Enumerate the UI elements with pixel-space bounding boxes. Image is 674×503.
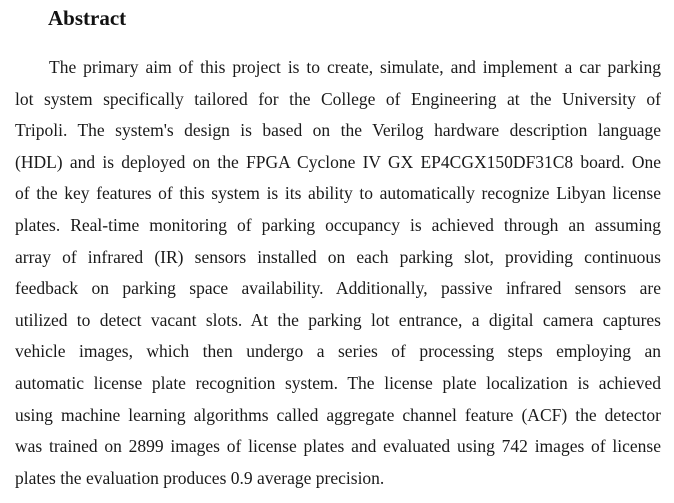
paragraph-line: Tripoli. The system's design is based on the Verilog hardware description language: [15, 120, 661, 141]
paragraph-line: array of infrared (IR) sensors installed on each parking slot, providing continuous: [15, 246, 661, 267]
paragraph-line: (HDL) and is deployed on the FPGA Cyclone IV GX EP4CGX150DF31C8 board. One: [15, 151, 661, 172]
abstract-paragraph: [15, 52, 661, 494]
paragraph-line: plates the evaluation produces 0.9 average precision.: [15, 467, 385, 488]
paragraph-line: using machine learning algorithms called aggregate channel feature (ACF) the detector: [15, 404, 661, 425]
paragraph-line: lot system specifically tailored for the College of Engineering at the University of: [15, 88, 661, 109]
paragraph-line: was trained on 2899 images of license plates and evaluated using 742 images of license: [15, 436, 661, 457]
paragraph-line: The primary aim of this project is to create, simulate, and implement a car parking: [49, 57, 661, 77]
paragraph-line: automatic license plate recognition system. The license plate localization is achieved: [15, 372, 661, 393]
paragraph-line: utilized to detect vacant slots. At the parking lot entrance, a digital camera captures: [15, 309, 661, 330]
paragraph-line: vehicle images, which then undergo a series of processing steps employing an: [15, 341, 661, 362]
section-heading: Abstract: [48, 6, 127, 30]
paragraph-line: plates. Real-time monitoring of parking occupancy is achieved through an assuming: [15, 214, 661, 235]
paragraph-line: feedback on parking space availability. Additionally, passive infrared sensors are: [15, 278, 661, 299]
paragraph-line: of the key features of this system is its ability to automatically recognize Libyan license: [15, 183, 661, 204]
